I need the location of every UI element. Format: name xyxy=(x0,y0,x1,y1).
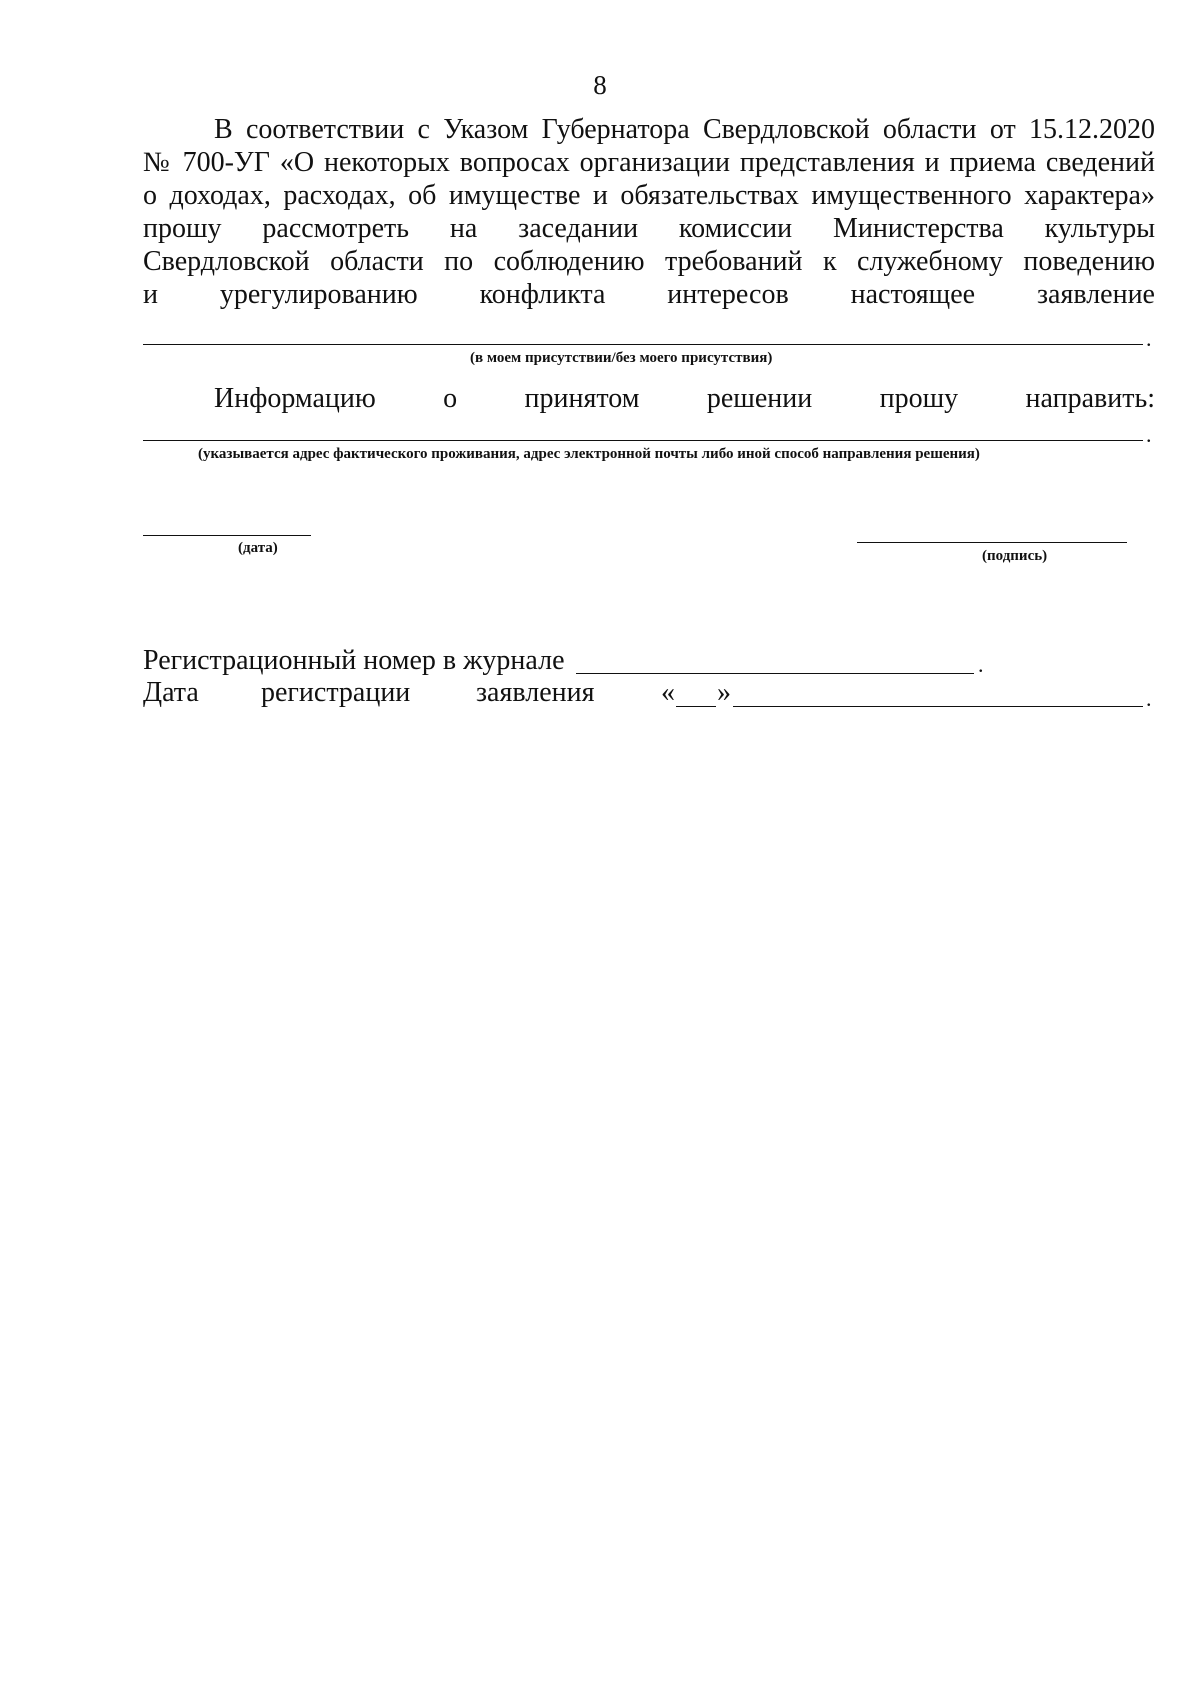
paragraph-line-3: о доходах, расходах, об имуществе и обязательствах имущественного характера» xyxy=(143,180,1155,211)
registration-quote-close: » xyxy=(717,677,731,708)
registration-number-fill-line[interactable] xyxy=(576,673,974,674)
registration-month-year-fill-line[interactable] xyxy=(733,706,1143,707)
registration-date-word-3: заявления xyxy=(476,677,595,708)
date-fill-line[interactable] xyxy=(143,535,311,536)
address-end-dot: . xyxy=(1146,422,1152,447)
info-request-line xyxy=(143,382,1155,415)
paragraph-line-4: прошу рассмотреть на заседании комиссии Министерства культуры xyxy=(143,213,1155,244)
paragraph-line-5: Свердловской области по соблюдению требований к служебному поведению xyxy=(143,246,1155,277)
signature-fill-line[interactable] xyxy=(857,542,1127,543)
registration-number-end-dot: . xyxy=(978,652,984,677)
paragraph-line-2: № 700-УГ «О некоторых вопросах организации представления и приема сведений xyxy=(143,147,1155,178)
paragraph-line-6: и урегулированию конфликта интересов настоящее заявление xyxy=(143,279,1155,310)
registration-date-word-2: регистрации xyxy=(261,677,411,708)
signature-caption: (подпись) xyxy=(982,548,1048,564)
presence-end-dot: . xyxy=(1146,326,1152,351)
address-fill-line[interactable] xyxy=(143,440,1143,441)
registration-date-end-dot: . xyxy=(1146,686,1152,711)
paragraph-line-1: В соответствии с Указом Губернатора Свердловской области от 15.12.2020 xyxy=(214,114,1155,145)
application-paragraph xyxy=(143,113,1155,311)
registration-day-fill-line[interactable] xyxy=(676,706,716,707)
presence-fill-line[interactable] xyxy=(143,344,1143,345)
page-number: 8 xyxy=(593,70,607,100)
date-caption: (дата) xyxy=(238,540,278,556)
presence-caption: (в моем присутствии/без моего присутствия) xyxy=(470,350,773,366)
address-caption: (указывается адрес фактического проживания, адрес электронной почты либо иной способ направления решения) xyxy=(198,446,980,462)
registration-date-word-1: Дата xyxy=(143,677,199,708)
registration-quote-open: « xyxy=(661,677,675,708)
registration-journal-label: Регистрационный номер в журнале xyxy=(143,645,565,676)
info-request-text: Информацию о принятом решении прошу направить: xyxy=(214,383,1155,414)
